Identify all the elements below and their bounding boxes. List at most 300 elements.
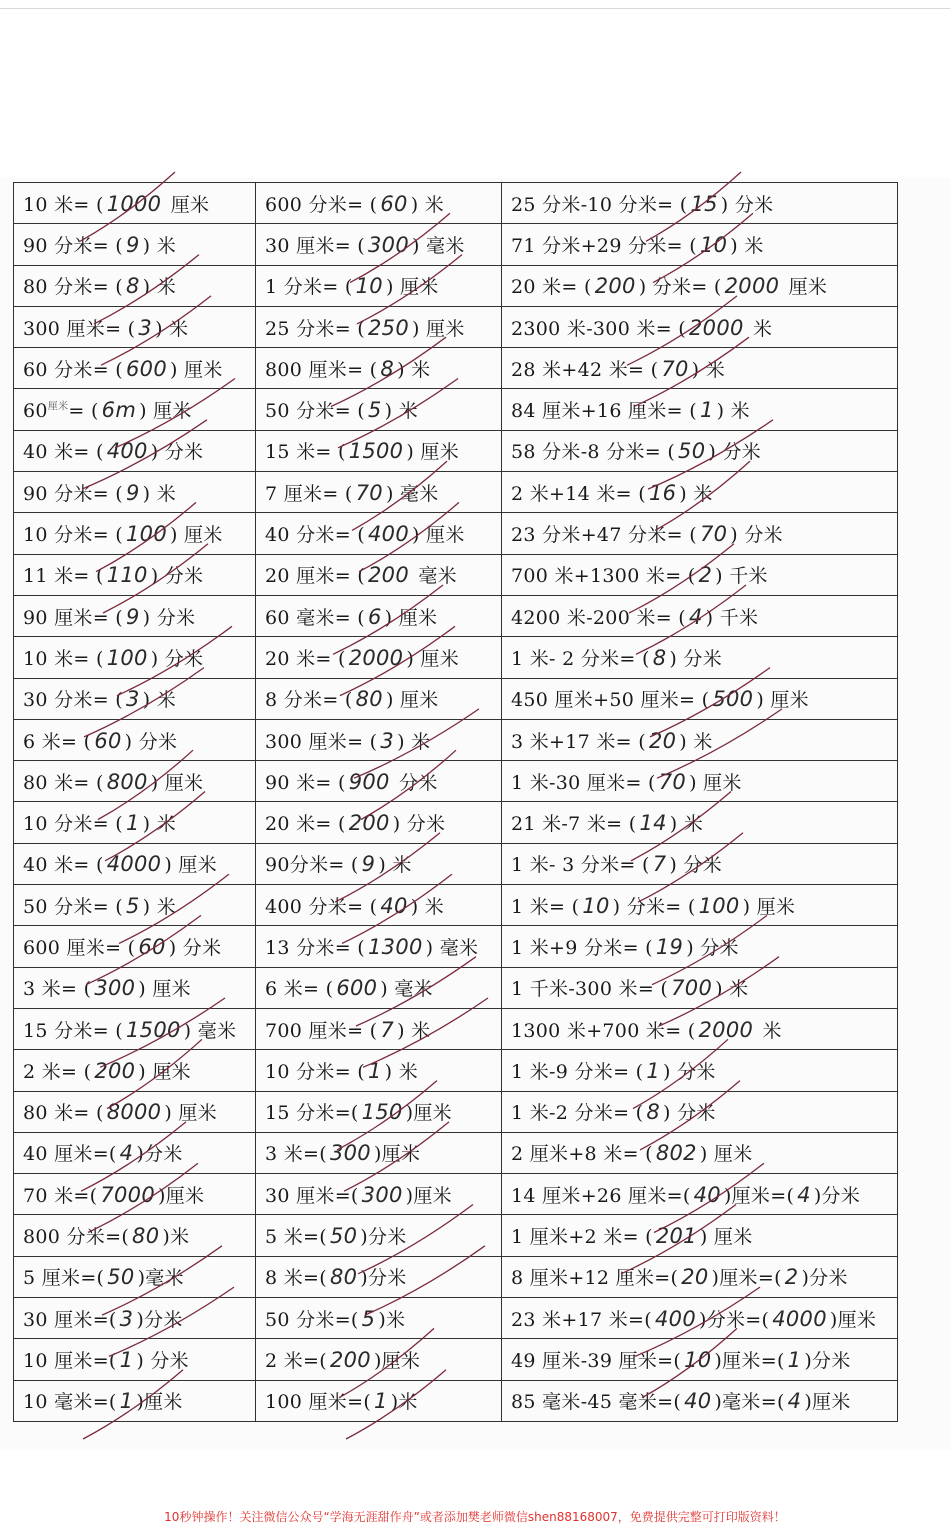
problem-cell xyxy=(14,1256,256,1297)
problem-text: 28 米+42 米= ( xyxy=(511,358,659,381)
handwritten-answer: 80 xyxy=(132,1224,160,1249)
problem-unit: ) 厘米 xyxy=(742,895,796,918)
problem-unit: ) 分米 xyxy=(392,813,446,836)
problem-text: 2 米= ( xyxy=(23,1060,92,1083)
problem-cell xyxy=(502,183,898,224)
problem-text: 30 分米= ( xyxy=(23,689,123,712)
problem-unit: ) 分米 xyxy=(136,1349,189,1372)
problem-unit: ) 厘米 xyxy=(385,276,439,299)
problem-cell xyxy=(256,1215,502,1256)
worksheet-row xyxy=(14,1256,898,1297)
problem-unit: ) 厘米 xyxy=(384,606,438,629)
problem-cell xyxy=(14,554,256,595)
handwritten-answer: 50 xyxy=(678,439,706,464)
problem-cell xyxy=(256,1339,502,1380)
handwritten-answer: 4000 xyxy=(772,1306,827,1331)
problem-cell xyxy=(14,678,256,719)
problem-text: 40 米= ( xyxy=(23,441,104,464)
handwritten-answer: 70 xyxy=(661,356,689,381)
problem-text: 10 分米= ( xyxy=(23,813,123,836)
problem-unit: ) 厘米 xyxy=(169,358,223,381)
handwritten-answer: 200 xyxy=(594,274,636,299)
worksheet-row xyxy=(14,802,898,843)
handwritten-answer: 10 xyxy=(699,232,728,257)
problem-cell xyxy=(256,1091,502,1132)
worksheet-row xyxy=(14,1215,898,1256)
problem-text: 1 米-2 分米= ( xyxy=(511,1102,644,1125)
problem-text: 1 米+9 分米= ( xyxy=(511,936,653,959)
handwritten-answer: 80 xyxy=(329,1265,358,1290)
problem-cell xyxy=(502,1380,898,1421)
problem-text: 90分米= ( xyxy=(265,854,359,877)
handwritten-answer: 9 xyxy=(126,480,140,505)
problem-cell xyxy=(14,1091,256,1132)
problem-text: 90 分米= ( xyxy=(23,482,123,505)
handwritten-answer: 150 xyxy=(361,1100,403,1125)
handwritten-answer: 100 xyxy=(106,645,148,670)
handwritten-answer: 9 xyxy=(361,852,376,877)
handwritten-answer: 2000 xyxy=(724,274,780,299)
problem-unit: ) 分米 xyxy=(150,565,204,588)
problem-cell xyxy=(256,183,502,224)
problem-unit: 厘米 xyxy=(164,193,210,216)
problem-text: 10 厘米=( xyxy=(23,1349,117,1372)
problem-text: 84 厘米+16 厘米= ( xyxy=(511,400,697,423)
problem-cell xyxy=(502,513,898,554)
problem-unit: ) 米 xyxy=(142,689,177,712)
problem-text: 2300 米-300 米= ( xyxy=(511,317,686,340)
problem-unit: ) 分米 xyxy=(168,936,222,959)
handwritten-answer: 100 xyxy=(126,522,167,547)
problem-cell xyxy=(14,224,256,265)
worksheet-row xyxy=(14,389,898,430)
problem-text: 300 厘米= ( xyxy=(265,730,378,753)
problem-text: 10 毫米=( xyxy=(23,1391,117,1414)
handwritten-answer: 4000 xyxy=(106,852,162,877)
problem-unit: ) 米 xyxy=(142,813,177,836)
problem-unit: ) 米 xyxy=(691,358,726,381)
problem-unit: )分米 xyxy=(801,1267,848,1290)
handwritten-answer: 20 xyxy=(648,728,677,753)
problem-cell xyxy=(256,1380,502,1421)
handwritten-answer: 1 xyxy=(646,1058,661,1083)
worksheet-row xyxy=(14,1008,898,1049)
problem-text: 5 厘米=( xyxy=(23,1267,105,1290)
problem-cell xyxy=(256,885,502,926)
problem-text: 2 米=( xyxy=(265,1349,327,1372)
problem-text: 450 厘米+50 厘米= ( xyxy=(511,689,710,712)
problem-unit: 米 xyxy=(756,1019,782,1042)
handwritten-answer: 3 xyxy=(126,687,140,712)
problem-cell xyxy=(502,843,898,884)
problem-unit: 米 xyxy=(746,317,773,340)
problem-unit: ) 厘米 xyxy=(150,771,204,794)
problem-text: 10 米= ( xyxy=(23,193,104,216)
problem-unit: ) 米 xyxy=(397,730,431,753)
handwritten-answer: 60 xyxy=(138,934,166,959)
problem-unit: )厘米 xyxy=(804,1391,851,1414)
problem-cell xyxy=(14,1174,256,1215)
handwritten-answer: 400 xyxy=(368,522,409,547)
problem-text: 80 米= ( xyxy=(23,1102,104,1125)
problem-unit: ) 千米 xyxy=(705,606,759,629)
handwritten-answer: 6 xyxy=(368,604,382,629)
problem-text: 90 米= ( xyxy=(265,771,346,794)
problem-unit: )分米 xyxy=(136,1143,183,1166)
problem-cell xyxy=(502,926,898,967)
problem-text: 1 分米= ( xyxy=(265,276,353,299)
handwritten-answer: 7 xyxy=(380,1017,395,1042)
problem-text: 30 厘米= ( xyxy=(265,234,365,257)
worksheet-row xyxy=(14,885,898,926)
handwritten-answer: 100 xyxy=(698,893,740,918)
worksheet-row xyxy=(14,843,898,884)
problem-cell xyxy=(14,637,256,678)
problem-text: 60 毫米= ( xyxy=(265,606,365,629)
handwritten-answer: 40 xyxy=(380,893,408,918)
problem-text: 800 分米=( xyxy=(23,1226,130,1249)
problem-unit: )分米 xyxy=(813,1184,861,1207)
problem-unit: ) 米 xyxy=(142,895,177,918)
handwritten-answer: 300 xyxy=(361,1182,403,1207)
problem-unit: )厘米=( xyxy=(711,1267,782,1290)
problem-text: 40 米= ( xyxy=(23,854,104,877)
handwritten-answer: 1300 xyxy=(368,934,423,959)
problem-cell xyxy=(256,306,502,347)
problem-unit: ) 米 xyxy=(679,482,713,505)
problem-cell xyxy=(502,1298,898,1339)
problem-unit: ) 分米 xyxy=(150,441,204,464)
problem-cell xyxy=(14,183,256,224)
handwritten-answer: 15 xyxy=(690,191,718,216)
problem-text: 50 分米= ( xyxy=(265,400,365,423)
problem-text: 1 米- 2 分米= ( xyxy=(511,647,650,670)
problem-text: 7 厘米= ( xyxy=(265,482,353,505)
problem-unit: ) 厘米 xyxy=(406,647,460,670)
problem-unit: )毫米=( xyxy=(714,1391,785,1414)
problem-unit: ) 分米 xyxy=(730,524,783,547)
problem-cell xyxy=(256,1174,502,1215)
problem-unit: )米 xyxy=(390,1391,418,1414)
problem-text: 40 分米= ( xyxy=(265,524,365,547)
problem-cell xyxy=(256,554,502,595)
worksheet-row xyxy=(14,224,898,265)
problem-unit: ) 米 xyxy=(142,276,177,299)
problem-text: 25 分米= ( xyxy=(265,317,365,340)
problem-unit: ) 分米 xyxy=(150,647,204,670)
handwritten-answer: 200 xyxy=(368,563,409,588)
problem-cell xyxy=(256,1298,502,1339)
worksheet-row xyxy=(14,926,898,967)
problem-unit: 厘米 xyxy=(782,276,828,299)
problem-text: = ( xyxy=(68,400,99,423)
problem-cell xyxy=(256,926,502,967)
handwritten-answer: 1 xyxy=(119,1347,134,1372)
problem-cell xyxy=(502,637,898,678)
handwritten-answer: 5 xyxy=(368,398,382,423)
problem-cell xyxy=(256,802,502,843)
handwritten-answer: 14 xyxy=(639,811,667,836)
problem-text: 2 厘米+8 米= ( xyxy=(511,1143,653,1166)
handwritten-answer: 900 xyxy=(348,769,390,794)
problem-cell xyxy=(14,1298,256,1339)
worksheet-row xyxy=(14,637,898,678)
problem-unit: ) 毫米 xyxy=(183,1019,237,1042)
worksheet-row xyxy=(14,761,898,802)
problem-unit: )分米 xyxy=(360,1226,407,1249)
worksheet-row xyxy=(14,1298,898,1339)
problem-text: 1 米-9 分米= ( xyxy=(511,1060,644,1083)
problem-cell xyxy=(502,1174,898,1215)
problem-unit: ) 厘米 xyxy=(689,771,742,794)
problem-unit: ) 厘米 xyxy=(385,689,439,712)
problem-cell xyxy=(14,389,256,430)
handwritten-answer: 2000 xyxy=(698,1017,754,1042)
problem-cell xyxy=(256,678,502,719)
handwritten-answer: 200 xyxy=(94,1058,136,1083)
handwritten-answer: 5 xyxy=(361,1306,376,1331)
problem-text: 100 厘米=( xyxy=(265,1391,372,1414)
problem-unit: ) 厘米 xyxy=(406,441,460,464)
problem-cell xyxy=(502,802,898,843)
problem-cell xyxy=(502,348,898,389)
problem-unit: )厘米 xyxy=(829,1308,877,1331)
worksheet-row xyxy=(14,1091,898,1132)
problem-unit: )分米=( xyxy=(698,1308,770,1331)
problem-cell xyxy=(256,719,502,760)
problem-text: 15 分米= ( xyxy=(23,1019,123,1042)
problem-unit: ) 分米 xyxy=(142,606,196,629)
problem-text: 49 厘米-39 厘米=( xyxy=(511,1349,682,1372)
problem-unit: )厘米=( xyxy=(714,1349,785,1372)
problem-cell xyxy=(502,1215,898,1256)
problem-cell xyxy=(14,265,256,306)
handwritten-answer: 50 xyxy=(329,1224,358,1249)
worksheet-row xyxy=(14,1050,898,1091)
problem-text: 4200 米-200 米= ( xyxy=(511,606,686,629)
handwritten-answer: 2000 xyxy=(689,315,744,340)
handwritten-answer: 400 xyxy=(655,1306,696,1331)
problem-unit: )毫米 xyxy=(137,1267,184,1290)
handwritten-answer: 700 xyxy=(671,976,713,1001)
handwritten-answer: 8 xyxy=(380,356,395,381)
problem-unit: ) 分米 xyxy=(720,193,774,216)
problem-text: 80 分米= ( xyxy=(23,276,123,299)
problem-text: 1300 米+700 米= ( xyxy=(511,1019,696,1042)
worksheet-row xyxy=(14,967,898,1008)
handwritten-answer: 1 xyxy=(699,398,714,423)
problem-cell xyxy=(502,430,898,471)
problem-cell xyxy=(14,430,256,471)
handwritten-answer: 9 xyxy=(126,604,140,629)
worksheet-row xyxy=(14,719,898,760)
footer-promo-text: 10秒钟操作！关注微信公众号“学海无涯甜作舟”或者添加樊老师微信shen88168007，免费提供完整可打印版资料！ xyxy=(164,1510,786,1524)
problem-text: 23 分米+47 分米= ( xyxy=(511,524,697,547)
problem-unit: ) 米 xyxy=(716,400,750,423)
problem-unit: ) 分米 xyxy=(708,441,762,464)
problem-cell xyxy=(502,1050,898,1091)
worksheet-row xyxy=(14,306,898,347)
handwritten-answer: 4 xyxy=(689,604,703,629)
worksheet-row xyxy=(14,183,898,224)
problem-cell xyxy=(14,348,256,389)
problem-cell xyxy=(14,926,256,967)
problem-text: 20 米= ( xyxy=(511,276,592,299)
handwritten-answer: 10 xyxy=(684,1347,712,1372)
problem-text: 10 分米= ( xyxy=(23,524,123,547)
handwritten-answer: 201 xyxy=(655,1224,697,1249)
problem-cell xyxy=(256,1050,502,1091)
problem-text: 6 米= ( xyxy=(23,730,92,753)
problem-text: 80 米= ( xyxy=(23,771,104,794)
problem-text: 1 厘米+2 米= ( xyxy=(511,1226,653,1249)
worksheet-row xyxy=(14,348,898,389)
problem-text: 5 米=( xyxy=(265,1226,327,1249)
handwritten-answer: 60 xyxy=(94,728,122,753)
problem-text: 600 厘米= ( xyxy=(23,936,136,959)
problem-cell xyxy=(14,967,256,1008)
problem-text: 8 厘米+12 厘米=( xyxy=(511,1267,679,1290)
problem-text: 20 米= ( xyxy=(265,647,346,670)
problem-text: 50 分米= ( xyxy=(23,895,123,918)
worksheet-row xyxy=(14,1174,898,1215)
problem-unit: )厘米 xyxy=(405,1102,452,1125)
handwritten-answer: 20 xyxy=(681,1265,709,1290)
problem-unit: ) 厘米 xyxy=(164,854,218,877)
problem-cell xyxy=(14,595,256,636)
problem-text: 2 米+14 米= ( xyxy=(511,482,646,505)
problem-text: 3 米= ( xyxy=(23,978,92,1001)
handwritten-answer: 3 xyxy=(119,1306,134,1331)
problem-unit: ) 厘米 xyxy=(756,689,809,712)
problem-text: 10 分米= ( xyxy=(265,1060,365,1083)
handwritten-answer: 1 xyxy=(126,811,140,836)
problem-unit: ) 厘米 xyxy=(411,524,465,547)
problem-text: 20 米= ( xyxy=(265,813,346,836)
handwritten-answer: 4 xyxy=(119,1141,134,1166)
problem-unit: ) 米 xyxy=(730,234,764,257)
problem-cell xyxy=(502,306,898,347)
problem-text: 700 米+1300 米= ( xyxy=(511,565,696,588)
problem-unit: ) 米 xyxy=(384,400,419,423)
problem-text: 60 分米= ( xyxy=(23,358,123,381)
handwritten-answer: 1 xyxy=(119,1389,134,1414)
problem-text: 11 米= ( xyxy=(23,565,104,588)
problem-text: 8 分米= ( xyxy=(265,689,353,712)
problem-cell xyxy=(14,719,256,760)
problem-text: 600 分米= ( xyxy=(265,193,378,216)
problem-cell xyxy=(502,389,898,430)
handwritten-answer: 2 xyxy=(698,563,713,588)
handwritten-answer: 1500 xyxy=(348,439,404,464)
problem-unit: ) 米 xyxy=(715,978,749,1001)
problem-cell xyxy=(256,1132,502,1173)
problem-unit: ) 米 xyxy=(397,1019,431,1042)
problem-text: 14 厘米+26 厘米=( xyxy=(511,1184,691,1207)
problem-text: 70 米=( xyxy=(23,1184,98,1207)
problem-text: 3 米=( xyxy=(265,1143,327,1166)
problem-text: 15 分米=( xyxy=(265,1102,359,1125)
problem-text: 90 厘米= ( xyxy=(23,606,123,629)
handwritten-answer: 1 xyxy=(368,1058,382,1083)
problem-text: 1 千米-300 米= ( xyxy=(511,978,669,1001)
problem-text: 6 米= ( xyxy=(265,978,334,1001)
problem-text: 700 厘米= ( xyxy=(265,1019,378,1042)
handwritten-answer: 1 xyxy=(374,1389,388,1414)
handwritten-answer: 10 xyxy=(582,893,610,918)
problem-text: 10 米= ( xyxy=(23,647,104,670)
handwritten-answer: 70 xyxy=(658,769,687,794)
problem-text: 400 分米= ( xyxy=(265,895,378,918)
worksheet-row xyxy=(14,678,898,719)
problem-unit: )厘米=( xyxy=(723,1184,795,1207)
handwritten-answer: 70 xyxy=(355,480,383,505)
problem-cell xyxy=(256,348,502,389)
problem-text: 300 厘米= ( xyxy=(23,317,136,340)
problem-unit: ) 分米 xyxy=(686,936,739,959)
problem-cell xyxy=(14,802,256,843)
problem-cell xyxy=(502,265,898,306)
problem-cell xyxy=(502,967,898,1008)
problem-text: 30 厘米=( xyxy=(265,1184,359,1207)
handwritten-answer: 7000 xyxy=(100,1182,156,1207)
problem-unit: ) 分米 xyxy=(124,730,178,753)
problem-cell xyxy=(502,472,898,513)
handwritten-answer: 1500 xyxy=(126,1017,181,1042)
problem-cell xyxy=(256,224,502,265)
problem-unit: ) 毫米 xyxy=(425,936,479,959)
handwritten-answer: 250 xyxy=(368,315,409,340)
problem-text: 20 厘米= ( xyxy=(265,565,365,588)
handwritten-answer: 60 xyxy=(380,191,408,216)
problem-text: 8 米=( xyxy=(265,1267,327,1290)
problem-unit: ) 毫米 xyxy=(411,234,465,257)
handwritten-answer: 500 xyxy=(712,687,754,712)
worksheet-row xyxy=(14,554,898,595)
handwritten-answer: 80 xyxy=(355,687,383,712)
handwritten-answer: 300 xyxy=(368,232,409,257)
problem-unit: ) 分米 xyxy=(663,1102,716,1125)
problem-unit: )厘米 xyxy=(373,1143,421,1166)
problem-text: 30 厘米=( xyxy=(23,1308,117,1331)
handwritten-answer: 2000 xyxy=(348,645,404,670)
problem-unit: ) 米 xyxy=(397,358,431,381)
problem-text: 23 米+17 米=( xyxy=(511,1308,652,1331)
handwritten-answer: 200 xyxy=(329,1347,371,1372)
problem-unit: ) 米 xyxy=(142,234,177,257)
problem-unit: ) 分米= ( xyxy=(612,895,696,918)
problem-cell xyxy=(256,637,502,678)
problem-unit: ) 米 xyxy=(679,730,713,753)
problem-unit: ) 厘米 xyxy=(411,317,465,340)
problem-cell xyxy=(502,1256,898,1297)
handwritten-answer: 7 xyxy=(652,852,667,877)
problem-text: 71 分米+29 分米= ( xyxy=(511,234,697,257)
problem-cell xyxy=(14,1215,256,1256)
problem-unit: ) 厘米 xyxy=(699,1226,753,1249)
worksheet-row xyxy=(14,1339,898,1380)
handwritten-answer: 4 xyxy=(797,1182,811,1207)
problem-cell xyxy=(256,472,502,513)
worksheet-row xyxy=(14,1380,898,1421)
handwritten-answer: 800 xyxy=(106,769,148,794)
problem-cell xyxy=(256,843,502,884)
problem-unit: ) 米 xyxy=(378,854,412,877)
problem-cell xyxy=(502,1132,898,1173)
problem-unit: ) 米 xyxy=(142,482,177,505)
handwritten-answer: 50 xyxy=(107,1265,135,1290)
problem-unit: ) 厘米 xyxy=(138,978,191,1001)
